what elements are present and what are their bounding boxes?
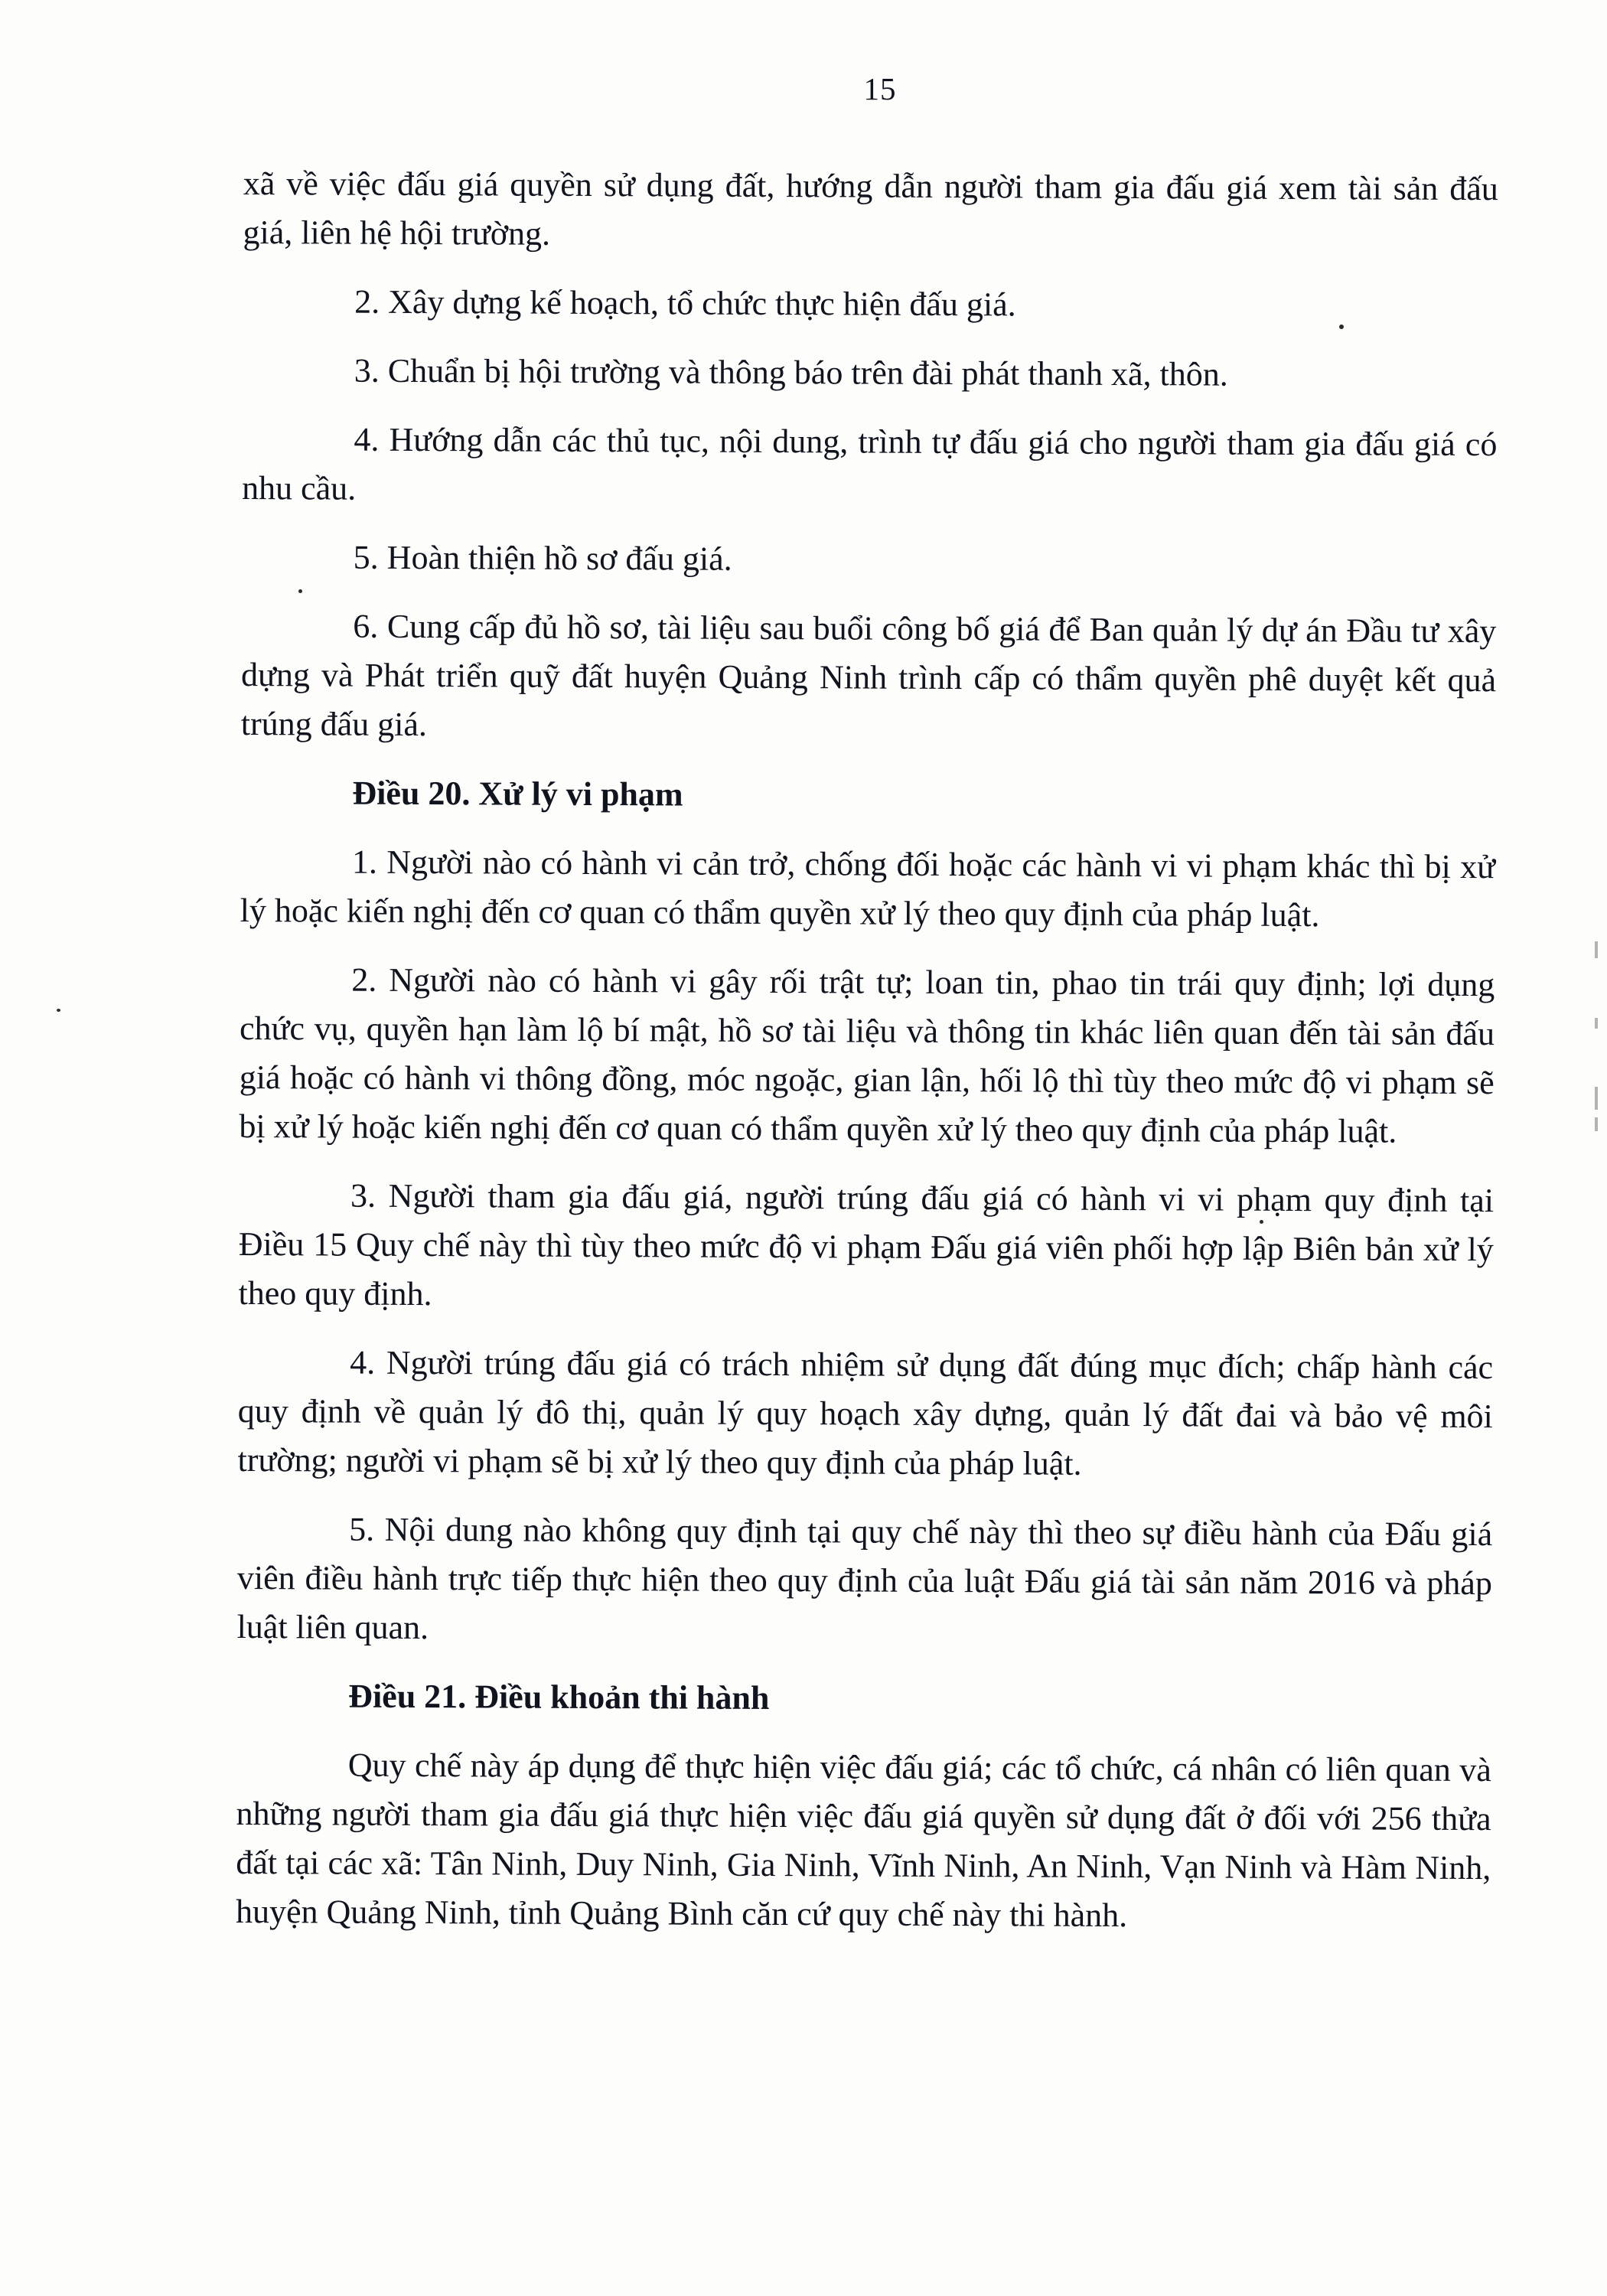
page-number: 15 bbox=[863, 71, 897, 106]
article-20-clause-2: 2. Người nào có hành vi gây rối trật tự; loan tin, phao tin trái quy định; lợi dụng chức vụ, quyền hạn làm lộ bí mật, hồ sơ tài liệu và thông tin khác liên quan đến tài sản đấu giá hoặc có hành vi thông đồng, móc ngoặc, gian lận, hối lộ thì tùy theo mức độ vi phạm sẽ bị xử lý hoặc kiến nghị đến cơ quan có thẩm quyền xử lý theo quy định của pháp luật. bbox=[239, 960, 1495, 1150]
scan-edge-mark bbox=[1595, 1117, 1598, 1131]
scan-edge-mark bbox=[1595, 941, 1598, 958]
document-body bbox=[236, 159, 1498, 1962]
article-20-heading: Điều 20. Xử lý vi phạm bbox=[352, 774, 683, 814]
scan-speck bbox=[1260, 1220, 1263, 1224]
scan-speck bbox=[1339, 325, 1344, 329]
item-3-hall: 3. Chuẩn bị hội trường và thông báo trên đài phát thanh xã, thôn. bbox=[354, 351, 1228, 393]
article-20-clause-4: 4. Người trúng đấu giá có trách nhiệm sử dụng đất đúng mục đích; chấp hành các quy định về quản lý đô thị, quản lý quy hoạch xây dựng, quản lý đất đai và bảo vệ môi trường; người vi phạm sẽ bị xử lý theo quy định của pháp luật. bbox=[237, 1343, 1494, 1482]
item-2-plan: 2. Xây dựng kế hoạch, tổ chức thực hiện đấu giá. bbox=[354, 282, 1016, 324]
paragraph-continued: xã về việc đấu giá quyền sử dụng đất, hướng dẫn người tham gia đấu giá xem tài sản đấu giá, liên hệ hội trường. bbox=[243, 164, 1498, 253]
article-21-heading: Điều 21. Điều khoản thi hành bbox=[348, 1677, 770, 1717]
scan-speck bbox=[57, 1009, 60, 1012]
article-20-clause-1: 1. Người nào có hành vi cản trở, chống đối hoặc các hành vi vi phạm khác thì bị xử lý hoặc kiến nghị đến cơ quan có thẩm quyền xử lý theo quy định của pháp luật. bbox=[240, 843, 1496, 934]
scan-speck bbox=[298, 589, 302, 593]
article-20-clause-3: 3. Người tham gia đấu giá, người trúng đấu giá có hành vi vi phạm quy định tại Điều 15 Quy chế này thì tùy theo mức độ vi phạm Đấu giá viên phối hợp lập Biên bản xử lý theo quy định. bbox=[238, 1176, 1495, 1313]
article-21-body: Quy chế này áp dụng để thực hiện việc đấu giá; các tổ chức, cá nhân có liên quan và những người tham gia đấu giá thực hiện việc đấu giá quyền sử dụng đất ở đối với 256 thửa đất tại các xã: Tân Ninh, Duy Ninh, Gia Ninh, Vĩnh Ninh, An Ninh, Vạn Ninh và Hàm Ninh, huyện Quảng Ninh, tỉnh Quảng Bình căn cứ quy chế này thi hành. bbox=[235, 1746, 1491, 1935]
item-6-documents: 6. Cung cấp đủ hồ sơ, tài liệu sau buổi công bố giá để Ban quản lý dự án Đầu tư xây dựng và Phát triển quỹ đất huyện Quảng Ninh trình cấp có thẩm quyền phê duyệt kết quả trúng đấu giá. bbox=[240, 607, 1497, 744]
article-20-clause-5: 5. Nội dung nào không quy định tại quy chế này thì theo sự điều hành của Đấu giá viên điều hành trực tiếp thực hiện theo quy định của luật Đấu giá tài sản năm 2016 và pháp luật liên quan. bbox=[236, 1510, 1493, 1647]
scan-edge-mark bbox=[1595, 1018, 1598, 1029]
scan-edge-mark bbox=[1595, 1087, 1598, 1110]
item-5-dossier: 5. Hoàn thiện hồ sơ đấu giá. bbox=[353, 538, 732, 578]
item-4-guidance: 4. Hướng dẫn các thủ tục, nội dung, trình tự đấu giá cho người tham gia đấu giá có nhu cầu. bbox=[242, 420, 1498, 507]
